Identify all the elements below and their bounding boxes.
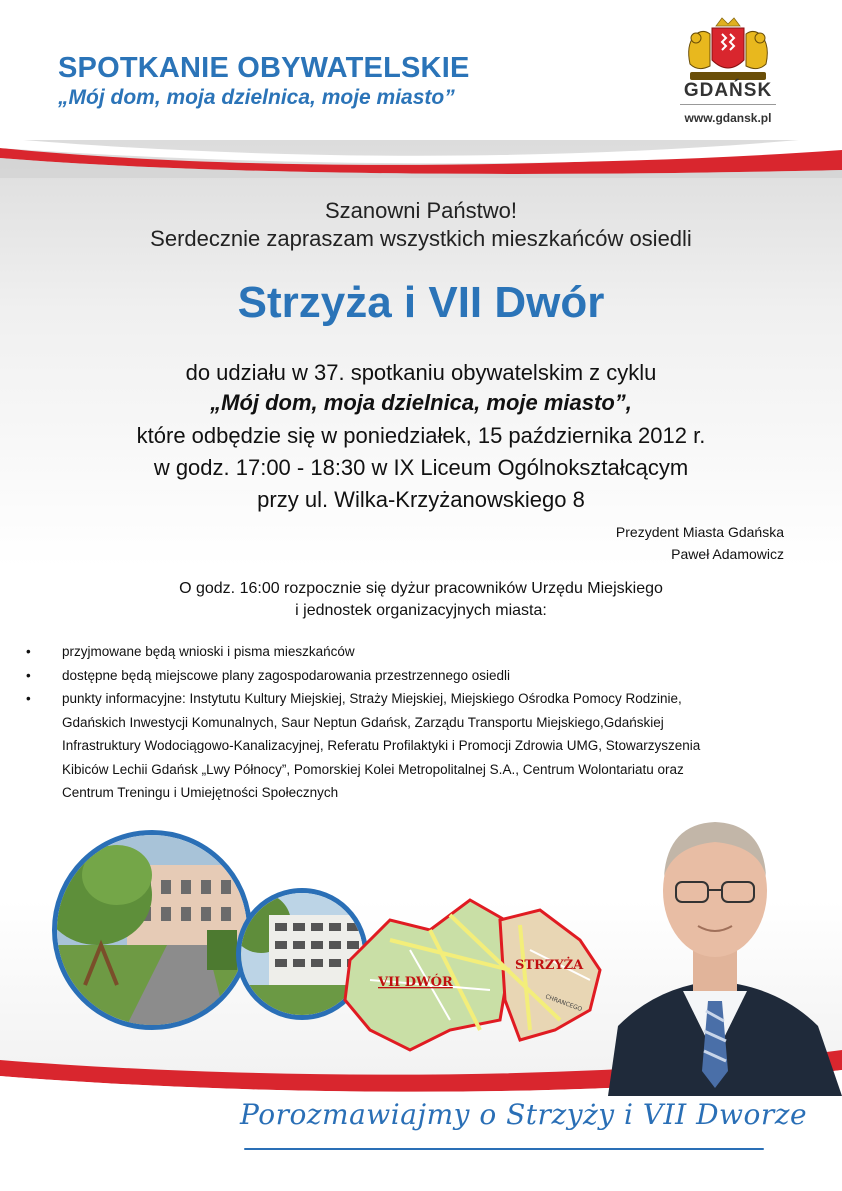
duty-line-1: O godz. 16:00 rozpocznie się dyżur pracowników Urzędu Miejskiego xyxy=(179,580,663,597)
list-item-text: Infrastruktury Wodociągowo-Kanalizacyjnej, Referatu Profilaktyki i Promocji Zdrowia UMG, Stowarzyszenia xyxy=(62,738,701,753)
header-subtitle: „Mój dom, moja dzielnica, moje miasto” xyxy=(58,86,455,109)
bullet-marker: • xyxy=(26,667,31,683)
gdansk-crest-icon xyxy=(672,16,784,86)
header-title: SPOTKANIE OBYWATELSKIE xyxy=(58,52,470,84)
map-street-label: CHRANCEGO xyxy=(544,993,583,1014)
list-item-text: punkty informacyjne: Instytutu Kultury Miejskiej, Straży Miejskiej, Miejskiego Ośrodka Pomocy Rodzinie, xyxy=(62,691,682,706)
mayor-portrait xyxy=(588,796,842,1096)
district-heading: Strzyża i VII Dwór xyxy=(237,278,605,327)
brand-divider xyxy=(680,104,776,105)
bullet-marker: • xyxy=(26,691,31,706)
list-item-continuation xyxy=(26,711,826,735)
top-red-swoosh xyxy=(0,118,842,178)
brand-name: GDAŃSK xyxy=(683,80,773,101)
district-map xyxy=(330,880,630,1070)
list-item-continuation xyxy=(26,758,826,782)
slogan-underline xyxy=(244,1148,764,1150)
list-item xyxy=(26,687,826,711)
brand-url: www.gdansk.pl xyxy=(684,111,772,125)
list-item xyxy=(26,664,826,688)
meeting-address: przy ul. Wilka-Krzyżanowskiego 8 xyxy=(257,487,585,512)
greeting: Szanowni Państwo! xyxy=(325,198,517,223)
signature-role: Prezydent Miasta Gdańska xyxy=(615,524,784,540)
meeting-line-1: do udziału w 37. spotkaniu obywatelskim z cyklu xyxy=(185,360,657,385)
meeting-time-place: w godz. 17:00 - 18:30 w IX Liceum Ogólnokształcącym xyxy=(153,455,689,480)
duty-line-2: i jednostek organizacyjnych miasta: xyxy=(295,602,547,619)
list-item-text: Gdańskich Inwestycji Komunalnych, Saur Neptun Gdańsk, Zarządu Transportu Miejskiego,Gdańskiej xyxy=(62,714,664,730)
list-item-text: przyjmowane będą wnioski i pisma mieszkańców xyxy=(62,644,355,659)
duty-bullet-list xyxy=(26,640,826,805)
bullet-marker: • xyxy=(26,644,31,659)
signature-name: Paweł Adamowicz xyxy=(671,546,784,562)
slogan: Porozmawiajmy o Strzyży i VII Dworze xyxy=(240,1098,808,1131)
list-item-text: Kibiców Lechii Gdańsk „Lwy Północy”, Pomorskiej Kolei Metropolitalnej S.A., Centrum Wolontariatu oraz xyxy=(62,761,684,777)
list-item xyxy=(26,640,826,664)
intro-line: Serdecznie zapraszam wszystkich mieszkańców osiedli xyxy=(150,226,692,251)
meeting-date: które odbędzie się w poniedziałek, 15 października 2012 r. xyxy=(136,423,706,448)
map-label-strzyza: STRZYŻA xyxy=(515,958,584,973)
map-label-vii-dwor: VII DWÓR xyxy=(378,975,453,990)
park-photo xyxy=(52,830,252,1030)
list-item-text: dostępne będą miejscowe plany zagospodarowania przestrzennego osiedli xyxy=(62,667,511,683)
meeting-line-2: „Mój dom, moja dzielnica, moje miasto”, xyxy=(210,390,632,415)
list-item-text: Centrum Treningu i Umiejętności Społecznych xyxy=(62,785,339,800)
list-item-continuation xyxy=(26,734,826,758)
